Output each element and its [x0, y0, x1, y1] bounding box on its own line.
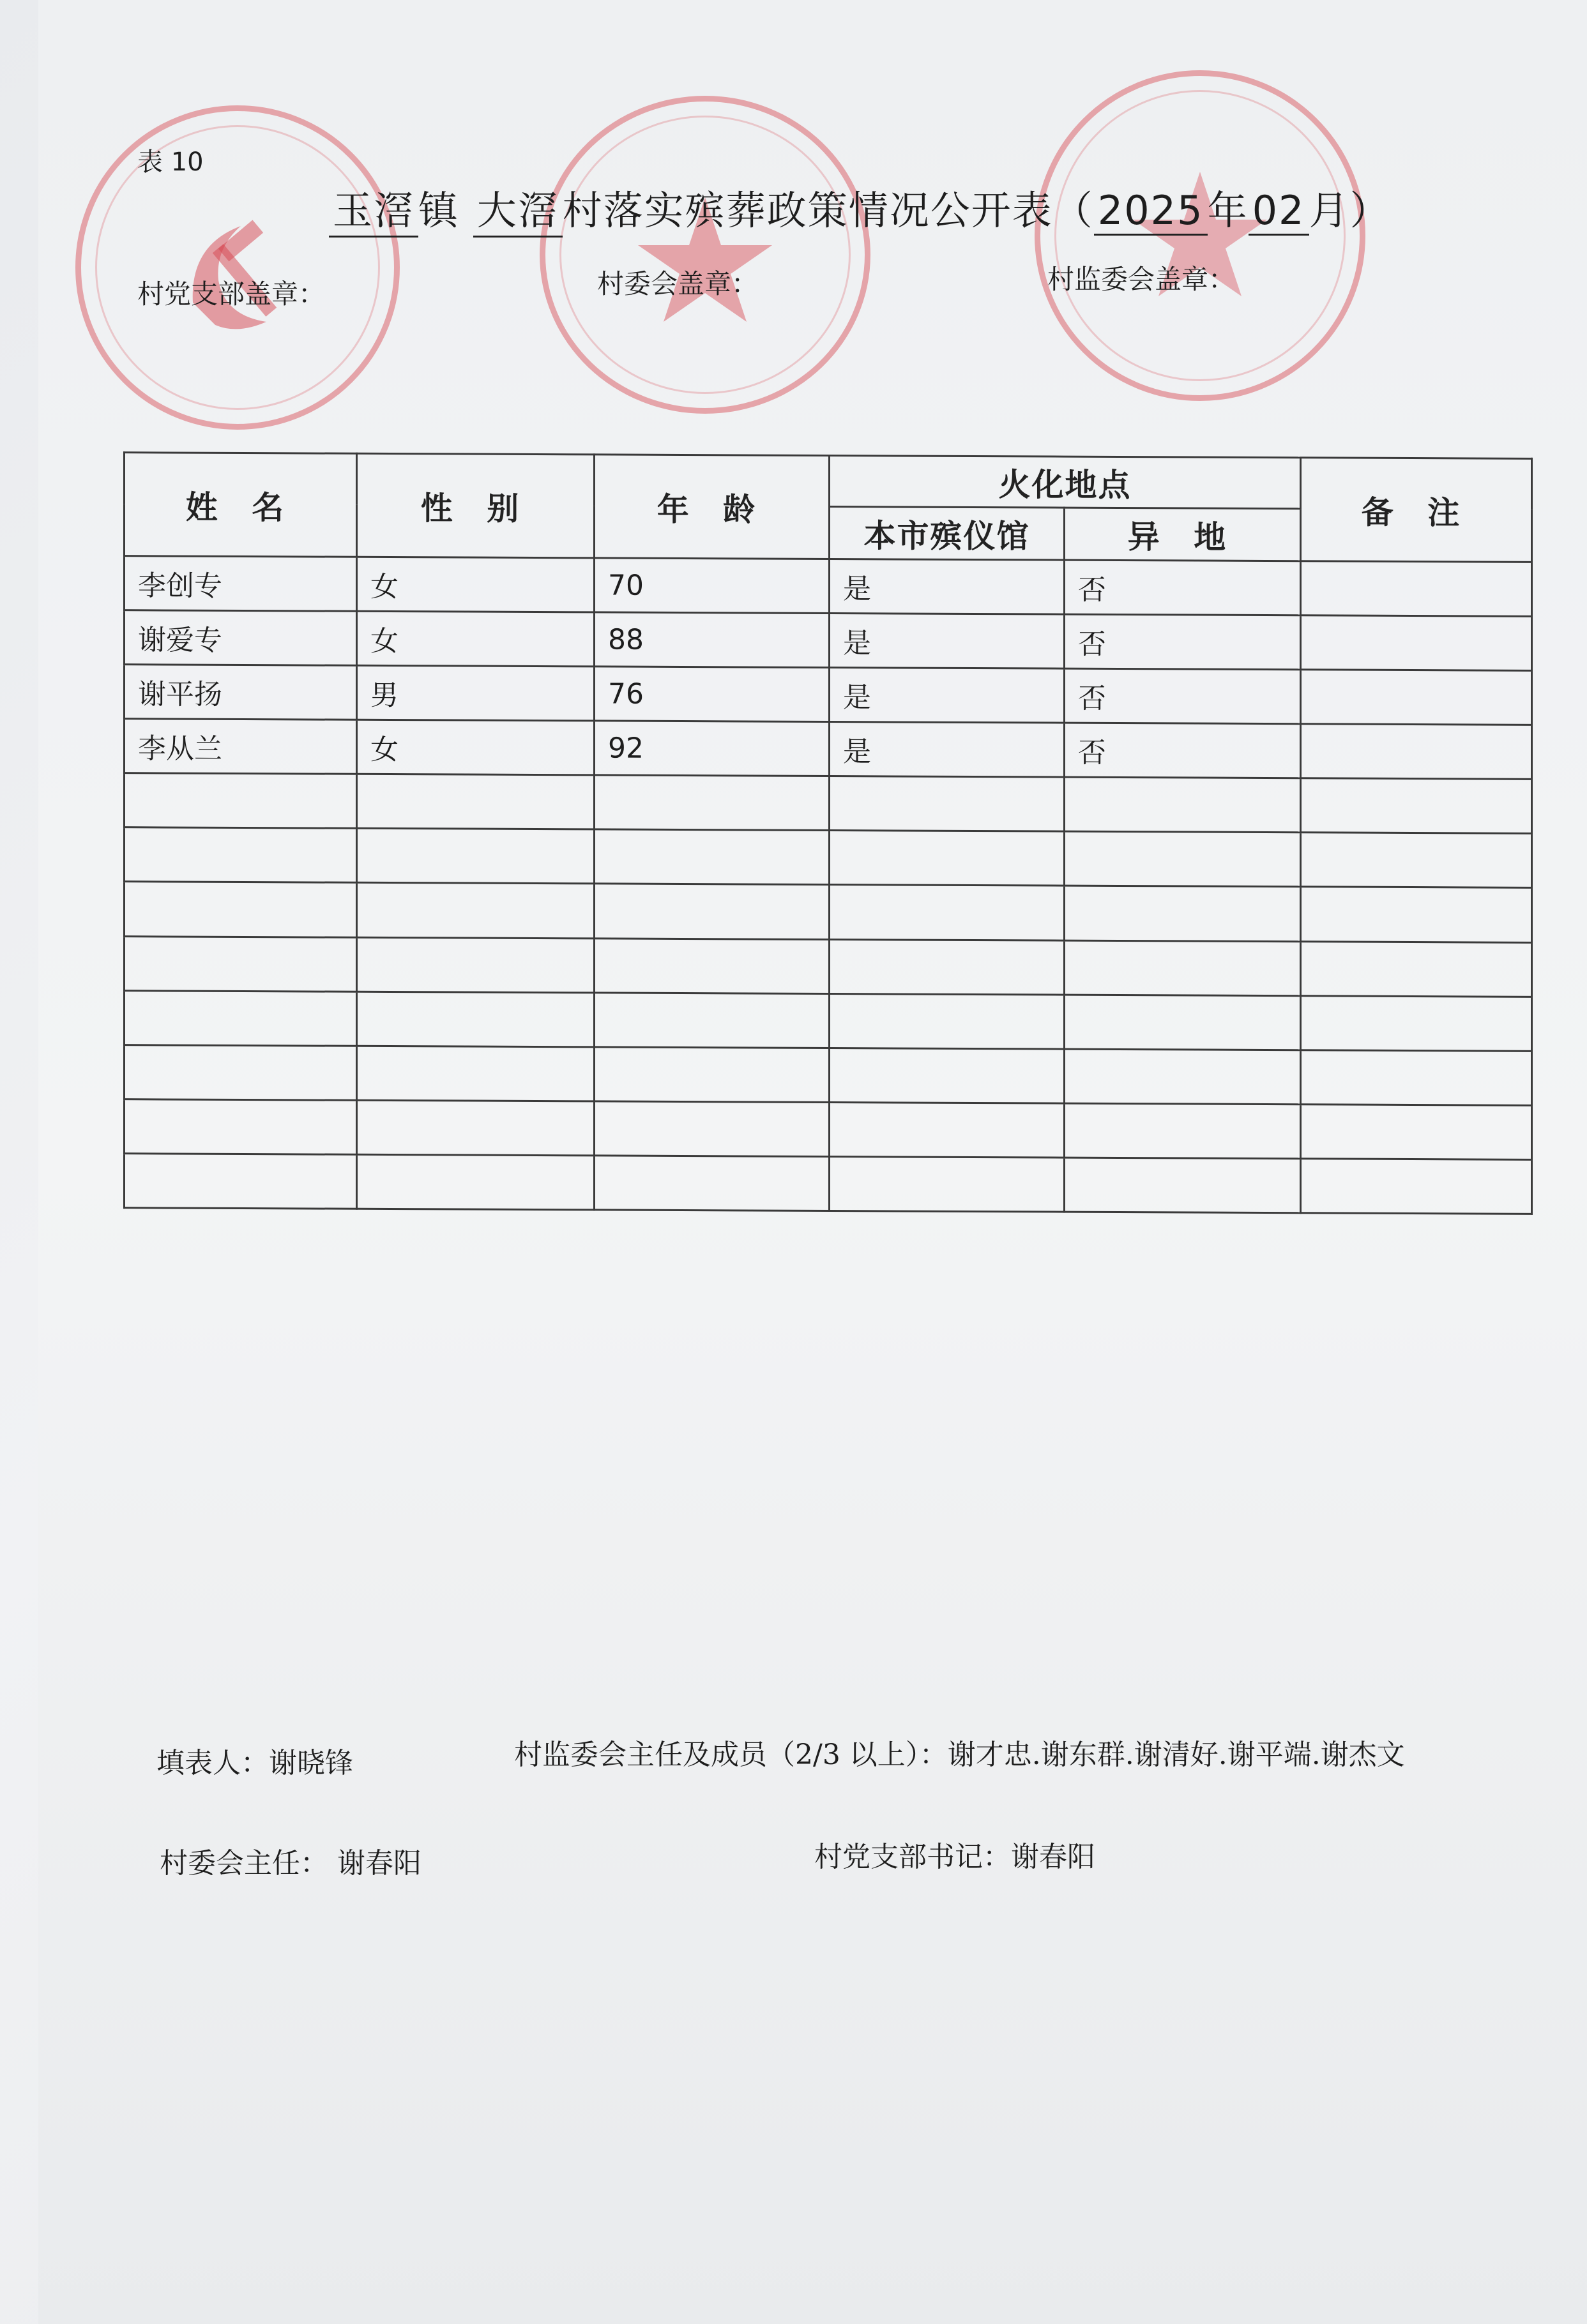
- cell-gender: [357, 883, 595, 939]
- cell-gender: 女: [357, 611, 595, 667]
- title-month: 02: [1249, 187, 1309, 236]
- cell-local: [830, 939, 1065, 995]
- cell-local: 是: [830, 614, 1065, 669]
- cell-name: 李创专: [125, 556, 357, 612]
- cell-local: 是: [830, 722, 1065, 778]
- cell-local: [830, 993, 1065, 1049]
- committee-director: 村委会主任： 谢春阳: [160, 1847, 421, 1880]
- cremation-table: [123, 451, 1533, 1215]
- table-row: [125, 936, 1532, 997]
- hammer-sickle-icon: [81, 111, 394, 424]
- cell-age: [595, 1156, 830, 1211]
- cell-other: [1065, 940, 1301, 996]
- page-title: [329, 179, 1391, 238]
- table-row: [125, 827, 1532, 888]
- supervision-committee-seal-label: 村监委会盖章：: [1047, 264, 1236, 295]
- cell-remark: [1301, 995, 1532, 1051]
- cell-other: [1065, 1049, 1301, 1105]
- title-month-suffix: 月）: [1309, 187, 1391, 234]
- cell-other: [1065, 1103, 1301, 1159]
- table-row: [125, 665, 1532, 725]
- cell-name: [125, 990, 357, 1046]
- cell-remark: [1301, 941, 1532, 997]
- cell-remark: [1301, 1159, 1532, 1214]
- cell-remark: [1301, 778, 1532, 834]
- table-row: [125, 556, 1532, 617]
- cell-name: [125, 1045, 357, 1100]
- cell-age: [595, 1047, 830, 1103]
- cell-local: 是: [830, 559, 1065, 615]
- title-main: 村落实殡葬政策情况公开表（: [562, 187, 1094, 234]
- party-secretary: 村党支部书记：谢春阳: [814, 1841, 1095, 1873]
- cell-gender: [357, 774, 595, 830]
- cell-remark: [1301, 833, 1532, 888]
- cell-gender: [357, 829, 595, 884]
- cell-other: 否: [1065, 723, 1301, 778]
- cell-gender: [357, 1046, 595, 1101]
- header-age: 年 龄: [595, 455, 830, 559]
- cell-age: [595, 1101, 830, 1157]
- table-row: [125, 1154, 1532, 1214]
- cell-gender: [357, 1154, 595, 1210]
- cell-local: [830, 1156, 1065, 1212]
- cell-age: [595, 993, 830, 1048]
- cell-remark: [1301, 724, 1532, 780]
- cell-local: [830, 1102, 1065, 1158]
- cell-name: 李从兰: [125, 719, 357, 774]
- header-remark: 备 注: [1301, 458, 1532, 562]
- supervision-members: 村监委会主任及成员（2/3 以上）：谢才忠.谢东群.谢清好.谢平端.谢杰文: [514, 1739, 1405, 1771]
- cell-gender: [357, 937, 595, 993]
- cell-name: [125, 936, 357, 992]
- village-committee-stamp: [540, 96, 870, 414]
- cell-remark: [1301, 615, 1532, 671]
- table-row: [125, 882, 1532, 942]
- header-local-funeral-home: 本市殡仪馆: [830, 507, 1065, 561]
- title-village: 大滘: [473, 179, 563, 238]
- cell-other: [1065, 832, 1301, 887]
- cell-local: [830, 776, 1065, 832]
- cell-remark: [1301, 1105, 1532, 1160]
- cell-age: 70: [595, 558, 830, 614]
- cell-remark: [1301, 887, 1532, 942]
- table-row: [125, 773, 1532, 834]
- cell-age: 88: [595, 612, 830, 668]
- header-other-place: 异 地: [1065, 508, 1301, 561]
- cell-other: [1065, 995, 1301, 1050]
- cell-other: [1065, 886, 1301, 942]
- title-town: 玉滘: [329, 179, 418, 238]
- cell-age: 92: [595, 721, 830, 776]
- table-row: [125, 610, 1532, 671]
- cell-name: [125, 1099, 357, 1154]
- cell-remark: [1301, 670, 1532, 725]
- title-town-suffix: 镇: [418, 187, 460, 234]
- header-cremation-place: 火化地点: [830, 456, 1301, 509]
- cell-other: 否: [1065, 560, 1301, 615]
- cell-local: 是: [830, 668, 1065, 723]
- cell-gender: 女: [357, 557, 595, 612]
- cell-age: [595, 775, 830, 831]
- cell-name: [125, 882, 357, 937]
- form-number: 表 10: [137, 147, 204, 177]
- cell-age: [595, 938, 830, 993]
- cell-gender: [357, 992, 595, 1047]
- party-branch-stamp: [75, 105, 400, 430]
- cell-name: 谢平扬: [125, 665, 357, 720]
- cell-remark: [1301, 1050, 1532, 1105]
- party-branch-seal-label: 村党支部盖章：: [137, 278, 326, 310]
- cell-name: [125, 827, 357, 883]
- title-year-suffix: 年: [1207, 187, 1249, 234]
- cell-gender: 男: [357, 665, 595, 721]
- form-filler: 填表人：谢晓锋: [156, 1747, 353, 1779]
- header-gender: 性 别: [357, 453, 595, 558]
- cell-other: 否: [1065, 614, 1301, 670]
- cell-local: [830, 831, 1065, 886]
- table-row: [125, 990, 1532, 1051]
- table-row: [125, 719, 1532, 780]
- cell-age: 76: [595, 667, 830, 722]
- cell-other: [1065, 1158, 1301, 1213]
- table-row: [125, 1045, 1532, 1105]
- cell-age: [595, 884, 830, 939]
- cell-other: 否: [1065, 668, 1301, 724]
- cell-local: [830, 1048, 1065, 1103]
- cell-local: [830, 885, 1065, 940]
- cell-gender: 女: [357, 720, 595, 776]
- cell-age: [595, 829, 830, 885]
- cell-name: 谢爱专: [125, 610, 357, 666]
- village-committee-seal-label: 村委会盖章：: [597, 268, 759, 299]
- cell-remark: [1301, 561, 1532, 617]
- title-year: 2025: [1094, 187, 1208, 236]
- cell-other: [1065, 777, 1301, 833]
- header-name: 姓 名: [125, 453, 357, 557]
- cell-name: [125, 1154, 357, 1209]
- cell-gender: [357, 1100, 595, 1156]
- cell-name: [125, 773, 357, 829]
- table-row: [125, 1099, 1532, 1159]
- star-icon: [545, 102, 865, 408]
